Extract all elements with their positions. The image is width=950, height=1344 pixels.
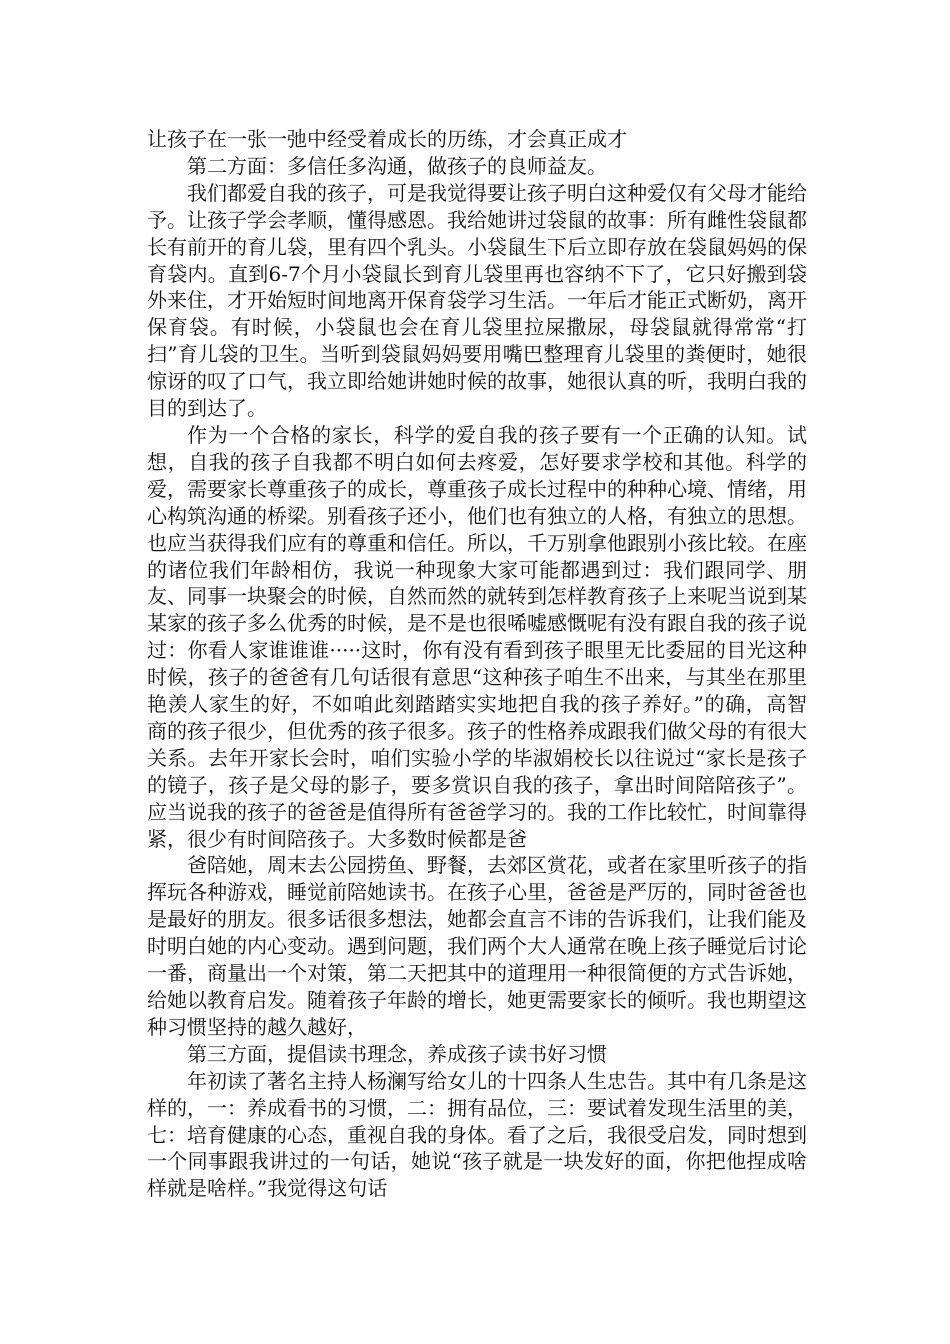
paragraph: 作为一个合格的家长，科学的爱自我的孩子要有一个正确的认知。试想，自我的孩子自我都不明白如何去疼爱，怎好要求学校和其他。科学的爱，需要家长尊重孩子的成长，尊重孩子成长过程中的种种心境、情绪，用心构筑沟通的桥梁。别看孩子还小，他们也有独立的人格，有独立的思想。也应当获得我们应有的尊重和信任。所以，千万别拿他跟别小孩比较。在座的诸位我们年龄相仿，我说一种现象大家可能都遇到过：我们跟同学、朋友、同事一块聚会的时候，自然而然的就转到怎样教育孩子上来呢当说到某某家的孩子多么优秀的时候，是不是也很唏嘘感慨呢有没有跟自我的孩子说过：你看人家谁谁谁·····这时，你有没有看到孩子眼里无比委屈的目光这种时候，孩子的爸爸有几句话很有意思“这种孩子咱生不出来，与其坐在那里艳羡人家生的好，不如咱此刻踏踏实实地把自我的孩子养好。”的确，高智商的孩子很少，但优秀的孩子很多。孩子的性格养成跟我们做父母的有很大关系。去年开家长会时，咱们实验小学的毕淑娟校长以往说过“家长是孩子的镜子，孩子是父母的影子，要多赏识自我的孩子，拿出时间陪陪孩子”。应当说我的孩子的爸爸是值得所有爸爸学习的。我的工作比较忙，时间靠得紧，很少有时间陪孩子。大多数时候都是爸 [147, 422, 807, 851]
section-heading: 第三方面，提倡读书理念，养成孩子读书好习惯 [187, 1041, 607, 1066]
section-heading: 第二方面：多信任多沟通，做孩子的良师益友。 [187, 153, 607, 178]
paragraph: 爸陪她，周末去公园捞鱼、野餐，去郊区赏花，或者在家里听孩子的指挥玩各种游戏，睡觉前陪她读书。在孩子心里，爸爸是严厉的，同时爸爸也是最好的朋友。很多话很多想法，她都会直言不讳的告诉我们，让我们能及时明白她的内心变动。遇到问题，我们两个大人通常在晚上孩子睡觉后讨论一番，商量出一个对策，第二天把其中的道理用一种很简便的方式告诉她，给她以教育启发。随着孩子年龄的增长，她更需要家长的倾听。我也期望这种习惯坚持的越久越好， [147, 853, 807, 1039]
paragraph: 我们都爱自我的孩子，可是我觉得要让孩子明白这种爱仅有父母才能给予。让孩子学会孝顺，懂得感恩。我给她讲过袋鼠的故事：所有雌性袋鼠都长有前开的育儿袋，里有四个乳头。小袋鼠生下后立即存放在袋鼠妈妈的保育袋内。直到6-7个月小袋鼠长到育儿袋里再也容纳不下了，它只好搬到袋外来住，才开始短时间地离开保育袋学习生活。一年后才能正式断奶，离开保育袋。有时候，小袋鼠也会在育儿袋里拉屎撒尿，母袋鼠就得常常“打扫”育儿袋的卫生。当听到袋鼠妈妈要用嘴巴整理育儿袋里的粪便时，她很惊讶的叹了口气，我立即给她讲她时候的故事，她很认真的听，我明白我的目的到达了。 [147, 180, 807, 421]
paragraph: 年初读了著名主持人杨澜写给女儿的十四条人生忠告。其中有几条是这样的，一：养成看书的习惯，二：拥有品位，三：要试着发现生活里的美，七：培育健康的心态，重视自我的身体。看了之后，我很受启发，同时想到一个同事跟我讲过的一句话，她说“孩子就是一块发好的面，你把他捏成啥样就是啥样。”我觉得这句话 [147, 1068, 807, 1201]
paragraph: 让孩子在一张一弛中经受着成长的历练，才会真正成才 [147, 127, 627, 151]
document-body [147, 126, 807, 1202]
